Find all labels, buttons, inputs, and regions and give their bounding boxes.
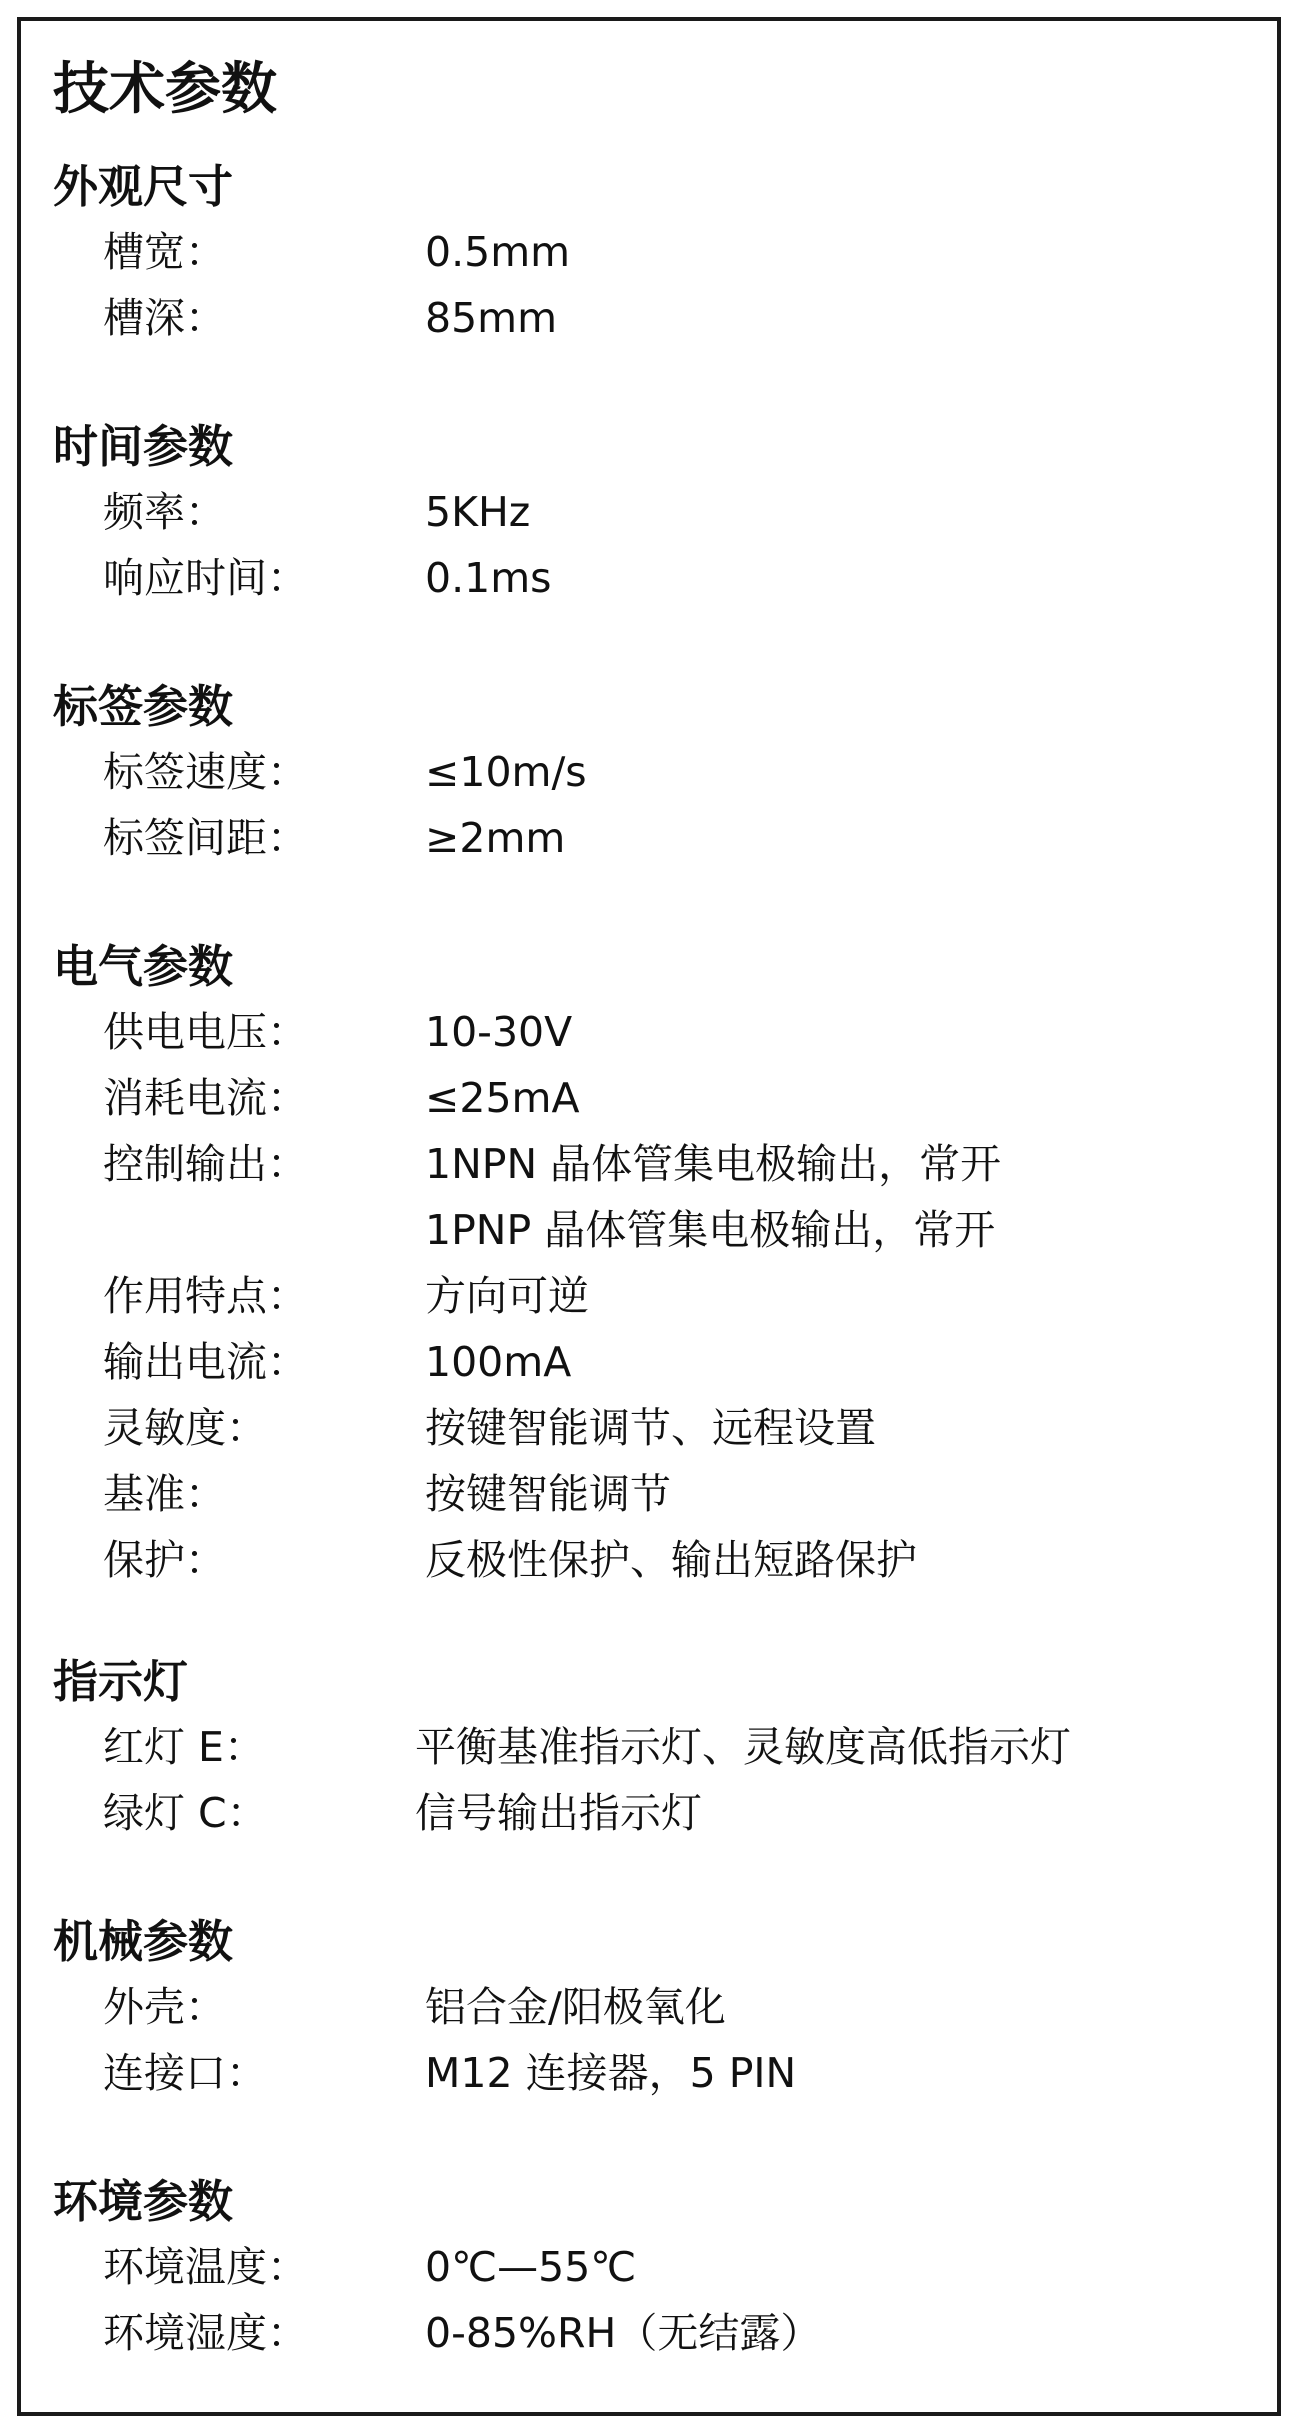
spec-value: 铝合金/阳极氧化 [425,1983,726,2031]
spec-value: 平衡基准指示灯、灵敏度高低指示灯 [415,1723,1071,1771]
spec-row [53,1461,1253,1527]
spec-label: 标签速度： [103,748,308,796]
spec-value: 0.1ms [425,554,552,602]
spec-row [53,1714,1253,1780]
spec-label: 外壳： [103,1983,226,2031]
spec-row [53,1131,1253,1197]
spec-row [53,1395,1253,1461]
spec-value: 方向可逆 [425,1272,589,1320]
spec-label: 保护： [103,1536,226,1584]
spec-value: 100mA [425,1338,572,1386]
spec-label: 环境温度： [103,2243,308,2291]
spec-value: ≤25mA [425,1074,580,1122]
section-dimensions [53,155,1253,351]
spec-row [53,1329,1253,1395]
section-label-params [53,675,1253,871]
spec-label: 频率： [103,488,226,536]
spec-row [53,545,1253,611]
spec-label: 输出电流： [103,1338,308,1386]
spec-row [53,479,1253,545]
spec-value: ≤10m/s [425,748,587,796]
spec-value: M12 连接器，5 PIN [425,2049,797,2097]
spec-label: 作用特点： [103,1272,308,1320]
spec-value: 10-30V [425,1008,573,1056]
page-title: 技术参数 [53,57,277,122]
spec-label: 连接口： [103,2049,267,2097]
spec-value: 反极性保护、输出短路保护 [425,1536,917,1584]
spec-value: 0-85%RH（无结露） [425,2309,822,2357]
spec-label: 基准： [103,1470,226,1518]
spec-row [53,805,1253,871]
spec-label: 标签间距： [103,814,308,862]
section-heading: 指示灯 [53,1655,189,1708]
spec-row [53,1974,1253,2040]
spec-value: 按键智能调节、远程设置 [425,1404,876,1452]
section-heading: 标签参数 [53,680,234,733]
spec-label: 灵敏度： [103,1404,267,1452]
section-heading: 环境参数 [53,2175,234,2228]
spec-label: 红灯 E： [103,1723,265,1771]
spec-row [53,2234,1253,2300]
spec-value: 按键智能调节 [425,1470,671,1518]
spec-value: 1NPN 晶体管集电极输出，常开 [425,1140,1002,1188]
spec-label: 控制输出： [103,1140,308,1188]
spec-row [53,1780,1253,1846]
section-environment [53,2170,1253,2366]
spec-label: 供电电压： [103,1008,308,1056]
spec-row [53,1527,1253,1593]
spec-label: 槽深： [103,294,226,342]
spec-value: 0℃—55℃ [425,2243,637,2291]
spec-value: 1PNP 晶体管集电极输出，常开 [425,1206,996,1254]
spec-row [53,2040,1253,2106]
spec-label: 绿灯 C： [103,1789,268,1837]
spec-row [53,1263,1253,1329]
spec-row [53,1197,1253,1263]
spec-value: ≥2mm [425,814,566,862]
section-indicators [53,1650,1253,1846]
spec-label: 环境湿度： [103,2309,308,2357]
section-heading: 电气参数 [53,940,234,993]
section-mechanical [53,1910,1253,2106]
spec-label: 槽宽： [103,228,226,276]
spec-label: 消耗电流： [103,1074,308,1122]
spec-row [53,2300,1253,2366]
spec-value: 0.5mm [425,228,571,276]
spec-value: 5KHz [425,488,531,536]
section-heading: 时间参数 [53,420,234,473]
section-heading: 机械参数 [53,1915,234,1968]
spec-row [53,999,1253,1065]
section-timing [53,415,1253,611]
section-electrical [53,935,1253,1593]
spec-row [53,219,1253,285]
spec-value: 信号输出指示灯 [415,1789,702,1837]
spec-row [53,1065,1253,1131]
spec-value: 85mm [425,294,558,342]
spec-label: 响应时间： [103,554,308,602]
spec-row [53,739,1253,805]
section-heading: 外观尺寸 [53,160,234,213]
spec-row [53,285,1253,351]
